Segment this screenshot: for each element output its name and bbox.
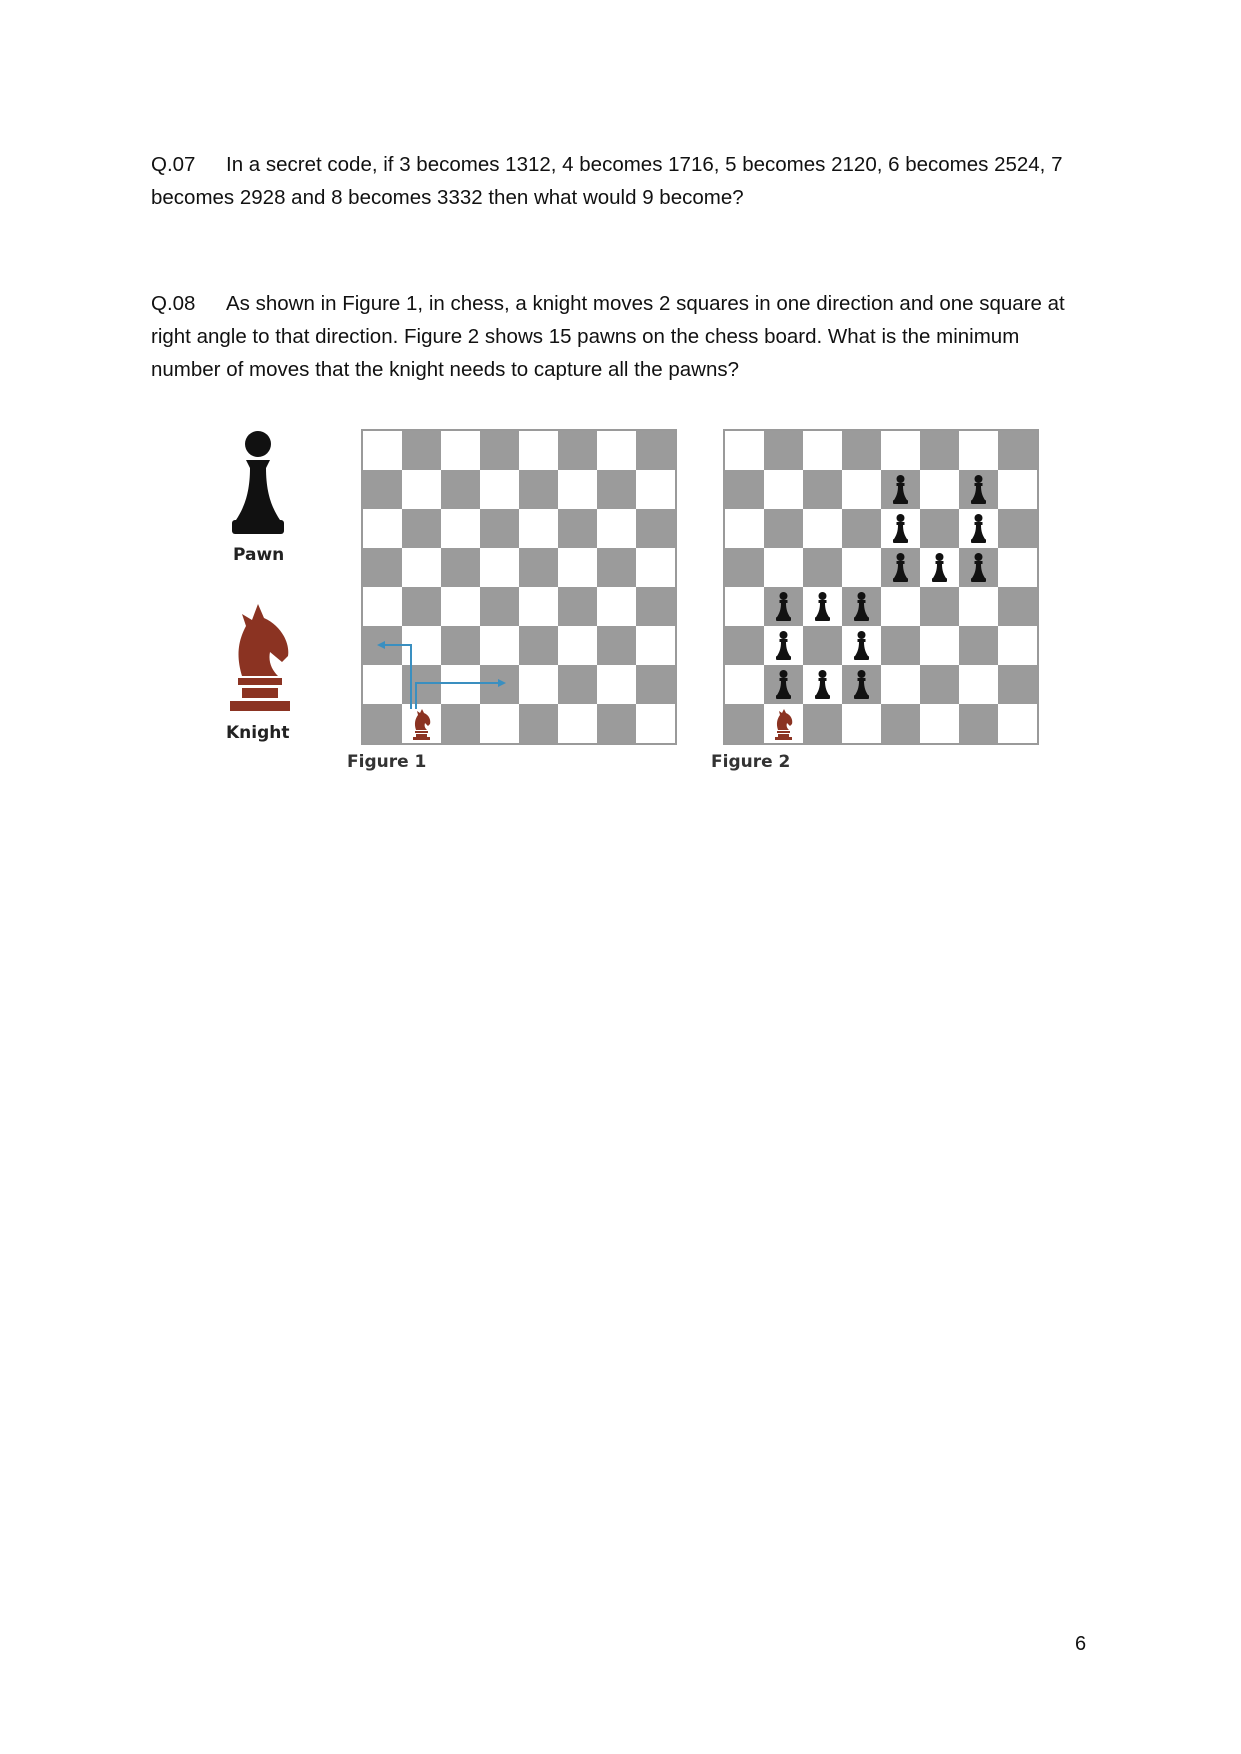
board-square [441,470,480,509]
board-square [998,626,1037,665]
pawn-icon [920,548,959,587]
board-square [881,431,920,470]
board-square [920,665,959,704]
board-square [519,470,558,509]
board-square [920,587,959,626]
pawn-icon [764,587,803,626]
board-square [636,431,675,470]
pawn-icon [881,548,920,587]
board-square [959,431,998,470]
board-square [363,587,402,626]
board-square [519,509,558,548]
board-square [764,470,803,509]
board-square [519,548,558,587]
board-square [764,587,803,626]
board-square [636,509,675,548]
board-square [402,548,441,587]
board-square [842,665,881,704]
board-square [803,470,842,509]
board-square [842,431,881,470]
board-square [636,626,675,665]
board-square [881,626,920,665]
board-square [519,431,558,470]
board-square [480,704,519,743]
board-square [764,626,803,665]
board-square [764,665,803,704]
board-square [881,470,920,509]
board-square [725,626,764,665]
question-number: Q.07 [151,153,196,176]
board-square [558,509,597,548]
board-square [725,665,764,704]
board-square [881,548,920,587]
pawn-icon [959,470,998,509]
board-square [363,431,402,470]
board-square [480,470,519,509]
board-square [402,587,441,626]
board-square [842,704,881,743]
board-square [803,626,842,665]
board-square [725,431,764,470]
board-square [998,665,1037,704]
question-08 [151,287,1091,386]
board-square [597,431,636,470]
board-square [842,548,881,587]
board-square [597,587,636,626]
figure-2-label: Figure 2 [711,752,791,772]
board-square [519,587,558,626]
board-square [920,626,959,665]
board-square [920,704,959,743]
board-square [881,509,920,548]
board-square [363,548,402,587]
board-square [558,665,597,704]
figure-2-chessboard [723,429,1039,745]
pawn-icon [842,665,881,704]
pawn-icon [842,587,881,626]
pawn-icon [881,470,920,509]
board-square [363,626,402,665]
board-square [441,587,480,626]
board-square [803,509,842,548]
board-square [480,626,519,665]
board-square [959,509,998,548]
board-square [597,470,636,509]
question-number: Q.08 [151,292,196,315]
board-square [402,431,441,470]
board-square [402,704,441,743]
board-square [920,509,959,548]
board-square [597,548,636,587]
board-square [597,665,636,704]
board-square [558,548,597,587]
pawn-icon [764,665,803,704]
board-square [402,665,441,704]
board-square [881,665,920,704]
board-square [998,431,1037,470]
board-square [636,548,675,587]
board-square [480,548,519,587]
board-square [803,548,842,587]
board-square [597,509,636,548]
board-square [558,704,597,743]
board-square [441,548,480,587]
board-square [998,587,1037,626]
board-square [363,470,402,509]
pawn-icon [959,509,998,548]
page-number: 6 [1075,1633,1087,1655]
board-square [998,470,1037,509]
board-square [441,665,480,704]
board-square [803,431,842,470]
board-square [441,704,480,743]
board-square [480,587,519,626]
board-square [959,587,998,626]
board-square [764,509,803,548]
board-square [363,704,402,743]
board-square [402,509,441,548]
knight-label: Knight [226,723,290,743]
pawn-icon [764,626,803,665]
board-square [636,470,675,509]
board-square [558,587,597,626]
board-square [725,509,764,548]
board-square [842,470,881,509]
board-square [558,470,597,509]
board-square [441,431,480,470]
pawn-icon [959,548,998,587]
board-square [959,470,998,509]
board-square [636,587,675,626]
knight-icon [402,704,441,743]
board-square [842,587,881,626]
question-text: In a secret code, if 3 becomes 1312, 4 becomes 1716, 5 becomes 2120, 6 becomes 2524, 7 becomes 2928 and 8 becomes 3332 then what would 9 become? [151,153,1063,209]
board-square [558,431,597,470]
board-square [519,704,558,743]
board-square [480,431,519,470]
board-square [803,704,842,743]
board-square [920,431,959,470]
board-square [480,509,519,548]
board-square [803,665,842,704]
pawn-icon [803,665,842,704]
board-square [842,509,881,548]
board-square [959,665,998,704]
board-square [441,509,480,548]
board-square [558,626,597,665]
board-square [480,665,519,704]
board-square [519,665,558,704]
board-square [959,704,998,743]
board-square [597,704,636,743]
board-square [920,548,959,587]
board-square [402,626,441,665]
pawn-icon [881,509,920,548]
board-square [842,626,881,665]
board-square [998,548,1037,587]
board-square [959,626,998,665]
board-square [363,665,402,704]
board-square [920,470,959,509]
board-square [764,431,803,470]
board-square [764,548,803,587]
pawn-legend-icon [228,430,288,540]
board-square [764,704,803,743]
board-square [881,587,920,626]
board-square [881,704,920,743]
board-square [363,509,402,548]
board-square [803,587,842,626]
figure-1-chessboard [361,429,677,745]
board-square [519,626,558,665]
figure-1-label: Figure 1 [347,752,427,772]
board-square [998,704,1037,743]
board-square [441,626,480,665]
board-square [402,470,441,509]
pawn-icon [803,587,842,626]
board-square [998,509,1037,548]
board-square [725,548,764,587]
board-square [725,704,764,743]
board-square [725,587,764,626]
knight-legend-icon [224,596,294,721]
board-square [636,704,675,743]
knight-icon [764,704,803,743]
pawn-icon [842,626,881,665]
question-07 [151,148,1091,214]
board-square [725,470,764,509]
question-text: As shown in Figure 1, in chess, a knight moves 2 squares in one direction and one square at right angle to that direction. Figure 2 shows 15 pawns on the chess board. What is the minimum number of moves that the knight needs to capture all the pawns? [151,292,1065,381]
board-square [959,548,998,587]
board-square [636,665,675,704]
pawn-label: Pawn [233,545,285,565]
board-square [597,626,636,665]
